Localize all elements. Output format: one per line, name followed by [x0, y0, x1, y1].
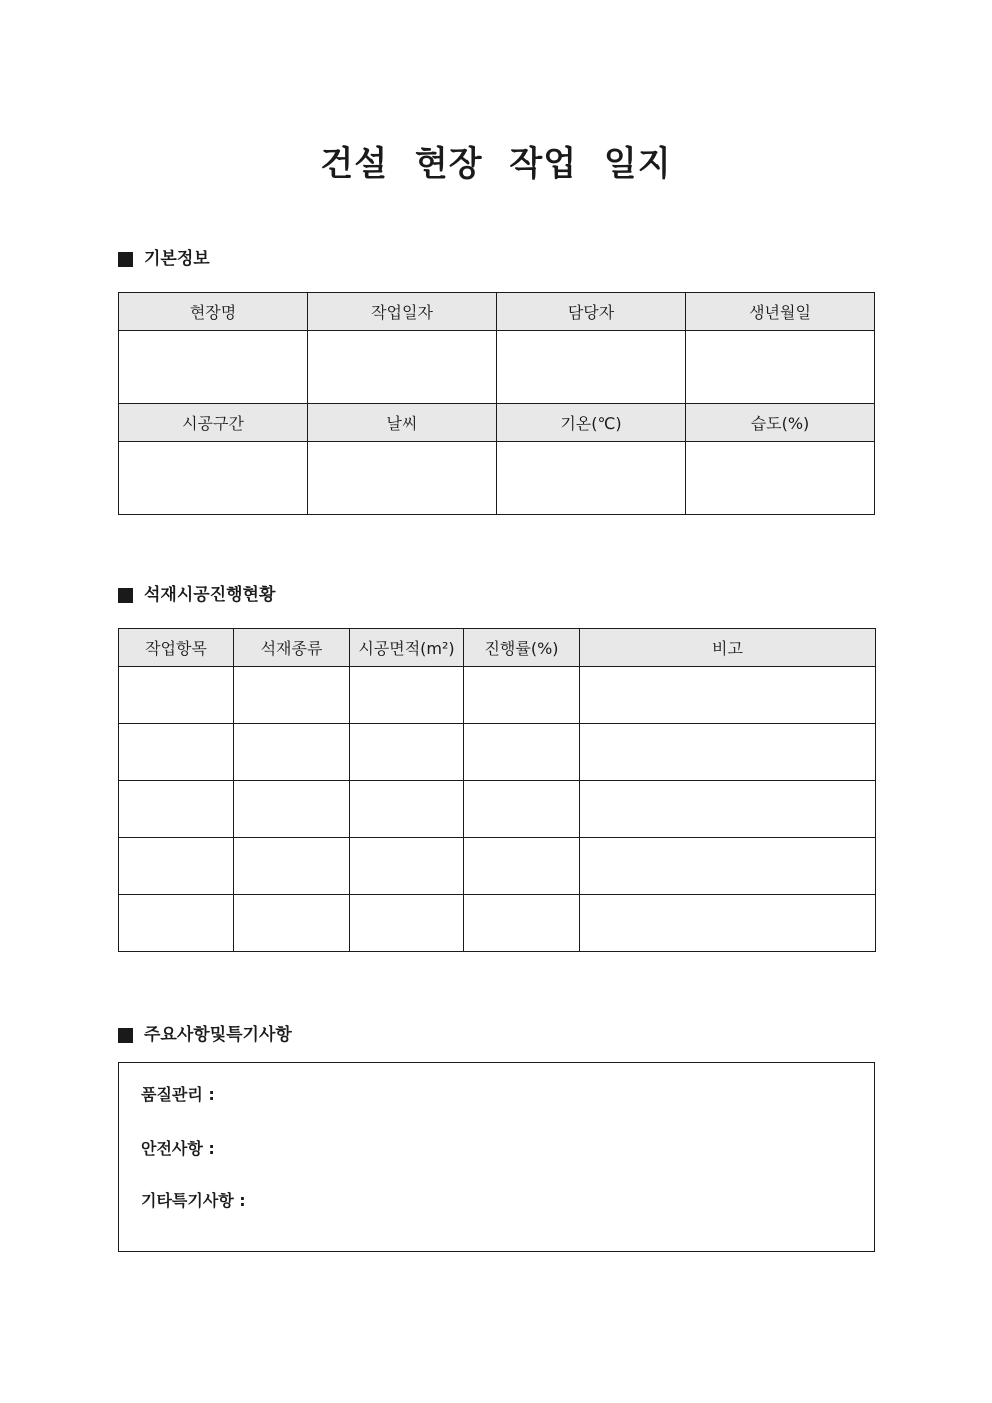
construction-area-input-cell[interactable]	[350, 895, 464, 952]
weather-input-cell[interactable]	[308, 442, 497, 515]
birth-date-input-cell[interactable]	[686, 331, 875, 404]
section-heading-stone-progress	[118, 586, 275, 604]
header-cell-work-date: 작업일자	[308, 293, 497, 331]
work-item-input-cell[interactable]	[119, 838, 234, 895]
person-in-charge-input-cell[interactable]	[497, 331, 686, 404]
site-name-input-cell[interactable]	[119, 331, 308, 404]
header-cell-person-in-charge: 담당자	[497, 293, 686, 331]
header-cell-work-item: 작업항목	[119, 629, 234, 667]
header-cell-construction-area: 시공면적(m²)	[350, 629, 464, 667]
progress-header-row	[119, 629, 876, 667]
notes-box[interactable]	[118, 1062, 875, 1252]
square-bullet-icon	[118, 588, 133, 603]
square-bullet-icon	[118, 1028, 133, 1043]
work-item-input-cell[interactable]	[119, 781, 234, 838]
progress-rate-input-cell[interactable]	[464, 724, 580, 781]
stone-type-input-cell[interactable]	[234, 667, 350, 724]
quality-control-label: 품질관리 :	[141, 1085, 215, 1104]
header-cell-construction-section: 시공구간	[119, 404, 308, 442]
remarks-input-cell[interactable]	[580, 838, 876, 895]
stone-type-input-cell[interactable]	[234, 781, 350, 838]
section-heading-notes-label: 주요사항및특기사항	[144, 1025, 292, 1045]
humidity-input-cell[interactable]	[686, 442, 875, 515]
basic-info-table	[118, 292, 875, 515]
work-item-input-cell[interactable]	[119, 667, 234, 724]
construction-area-input-cell[interactable]	[350, 724, 464, 781]
progress-data-row	[119, 895, 876, 952]
progress-rate-input-cell[interactable]	[464, 895, 580, 952]
header-cell-humidity: 습도(%)	[686, 404, 875, 442]
header-cell-temperature: 기온(℃)	[497, 404, 686, 442]
square-bullet-icon	[118, 252, 133, 267]
construction-area-input-cell[interactable]	[350, 667, 464, 724]
stone-type-input-cell[interactable]	[234, 838, 350, 895]
work-item-input-cell[interactable]	[119, 724, 234, 781]
basic-info-header-row-2	[119, 404, 875, 442]
page-title: 건설 현장 작업 일지	[320, 144, 672, 184]
progress-rate-input-cell[interactable]	[464, 667, 580, 724]
basic-info-value-row-1	[119, 331, 875, 404]
section-heading-stone-progress-label: 석재시공진행현황	[144, 585, 276, 605]
progress-data-row	[119, 667, 876, 724]
progress-rate-input-cell[interactable]	[464, 781, 580, 838]
remarks-input-cell[interactable]	[580, 724, 876, 781]
construction-section-input-cell[interactable]	[119, 442, 308, 515]
header-cell-birth-date: 생년월일	[686, 293, 875, 331]
remarks-input-cell[interactable]	[580, 895, 876, 952]
progress-data-row	[119, 724, 876, 781]
header-cell-remarks: 비고	[580, 629, 876, 667]
progress-data-row	[119, 838, 876, 895]
stone-progress-table	[118, 628, 876, 952]
basic-info-header-row-1	[119, 293, 875, 331]
section-heading-basic-info-label: 기본정보	[144, 249, 210, 269]
header-cell-progress-rate: 진행률(%)	[464, 629, 580, 667]
basic-info-value-row-2	[119, 442, 875, 515]
safety-matters-label: 안전사항 :	[141, 1139, 215, 1158]
section-heading-basic-info	[118, 250, 210, 268]
progress-rate-input-cell[interactable]	[464, 838, 580, 895]
construction-area-input-cell[interactable]	[350, 781, 464, 838]
header-cell-site-name: 현장명	[119, 293, 308, 331]
temperature-input-cell[interactable]	[497, 442, 686, 515]
work-date-input-cell[interactable]	[308, 331, 497, 404]
header-cell-stone-type: 석재종류	[234, 629, 350, 667]
other-special-notes-label: 기타특기사항 :	[141, 1191, 246, 1210]
work-item-input-cell[interactable]	[119, 895, 234, 952]
header-cell-weather: 날씨	[308, 404, 497, 442]
stone-type-input-cell[interactable]	[234, 895, 350, 952]
remarks-input-cell[interactable]	[580, 667, 876, 724]
stone-type-input-cell[interactable]	[234, 724, 350, 781]
progress-data-row	[119, 781, 876, 838]
section-heading-notes	[118, 1026, 292, 1044]
construction-area-input-cell[interactable]	[350, 838, 464, 895]
remarks-input-cell[interactable]	[580, 781, 876, 838]
